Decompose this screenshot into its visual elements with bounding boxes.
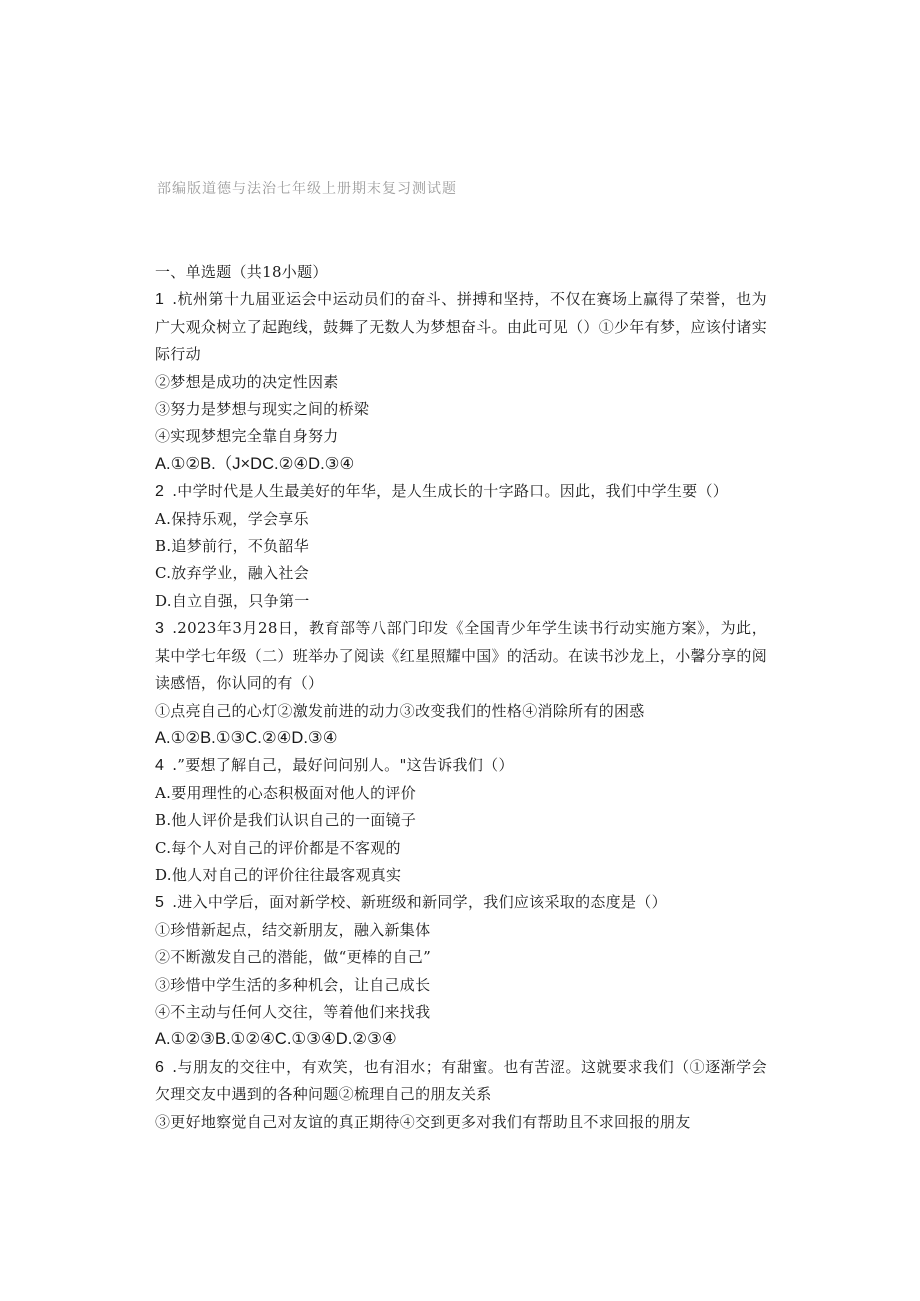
question-stem bbox=[155, 286, 767, 368]
question-2 bbox=[155, 478, 767, 615]
statement-line: ③努力是梦想与现实之间的桥梁 bbox=[155, 400, 370, 419]
question-number: 5 bbox=[155, 894, 165, 912]
answer-option: D.他人对自己的评价往往最客观真实 bbox=[155, 865, 402, 884]
question-text: .进入中学后，面对新学校、新班级和新同学，我们应该采取的态度是（） bbox=[172, 893, 667, 912]
question-text: .2023年3月28日，教育部等八部门印发《全国青少年学生读书行动实施方案》，为此，某中学七年级（二）班举办了阅读《红星照耀中国》的活动。在读书沙龙上，小馨分享的阅读感悟，你认同的有（） bbox=[155, 619, 768, 693]
answer-option: B.追梦前行，不负韶华 bbox=[155, 537, 310, 556]
statement-line: ③更好地察觉自己对友谊的真正期待④交到更多对我们有帮助且不求回报的朋友 bbox=[155, 1112, 691, 1131]
question-1 bbox=[155, 286, 767, 478]
question-3 bbox=[155, 615, 767, 752]
question-number: 4 bbox=[155, 757, 165, 775]
answer-option: A.保持乐观，学会享乐 bbox=[155, 509, 309, 528]
section-heading: 一、单选题（共18小题） bbox=[155, 263, 328, 281]
answer-options: A.①②B.①③C.②④D.③④ bbox=[155, 728, 338, 747]
question-number: 1 bbox=[155, 291, 165, 309]
question-4 bbox=[155, 752, 767, 889]
answer-option: D.自立自强，只争第一 bbox=[155, 591, 310, 610]
statement-line: ②不断激发自己的潜能，做“更棒的自己” bbox=[155, 948, 432, 967]
answer-option: C.每个人对自己的评价都是不客观的 bbox=[155, 838, 401, 857]
statement-line: ①珍惜新起点，结交新朋友，融入新集体 bbox=[155, 920, 431, 939]
question-stem bbox=[155, 889, 767, 916]
answer-options: A.①②B.（J×DC.②④D.③④ bbox=[155, 454, 355, 473]
answer-option: C.放弃学业，融入社会 bbox=[155, 564, 310, 583]
question-number: 3 bbox=[155, 620, 165, 638]
statement-line: ①点亮自己的心灯②激发前进的动力③改变我们的性格④消除所有的困惑 bbox=[155, 701, 645, 720]
question-text: .中学时代是人生最美好的年华，是人生成长的十字路口。因此，我们中学生要（） bbox=[172, 482, 729, 501]
question-5 bbox=[155, 889, 767, 1053]
question-text: .”要想了解自己，最好问问别人。"这告诉我们（） bbox=[172, 756, 514, 775]
statement-line: ④不主动与任何人交往，等着他们来找我 bbox=[155, 1002, 431, 1021]
question-stem bbox=[155, 478, 767, 505]
answer-option: B.他人评价是我们认识自己的一面镜子 bbox=[155, 811, 417, 830]
question-stem bbox=[155, 1054, 767, 1109]
question-stem bbox=[155, 615, 767, 697]
question-list bbox=[155, 259, 767, 1136]
answer-option: A.要用理性的心态积极面对他人的评价 bbox=[155, 783, 417, 802]
statement-line: ②梦想是成功的决定性因素 bbox=[155, 372, 339, 391]
question-text: .杭州第十九届亚运会中运动员们的奋斗、拼搏和坚持，不仅在赛场上赢得了荣誉，也为广大观众树立了起跑线，鼓舞了无数人为梦想奋斗。由此可见（）①少年有梦，应该付诸实际行动 bbox=[155, 290, 768, 364]
question-stem bbox=[155, 752, 767, 779]
question-number: 2 bbox=[155, 483, 165, 501]
question-6 bbox=[155, 1054, 767, 1136]
statement-line: ③珍惜中学生活的多种机会，让自己成长 bbox=[155, 975, 431, 994]
question-text: .与朋友的交往中，有欢笑，也有泪水；有甜蜜。也有苦涩。这就要求我们（①逐渐学会欠理交友中遇到的各种问题②梳理自己的朋友关系 bbox=[155, 1057, 767, 1104]
question-number: 6 bbox=[155, 1058, 165, 1076]
page-title: 部编版道德与法治七年级上册期末复习测试题 bbox=[157, 181, 457, 197]
answer-options: A.①②③B.①②④C.①③④D.②③④ bbox=[155, 1030, 397, 1049]
statement-line: ④实现梦想完全靠自身努力 bbox=[155, 427, 339, 446]
